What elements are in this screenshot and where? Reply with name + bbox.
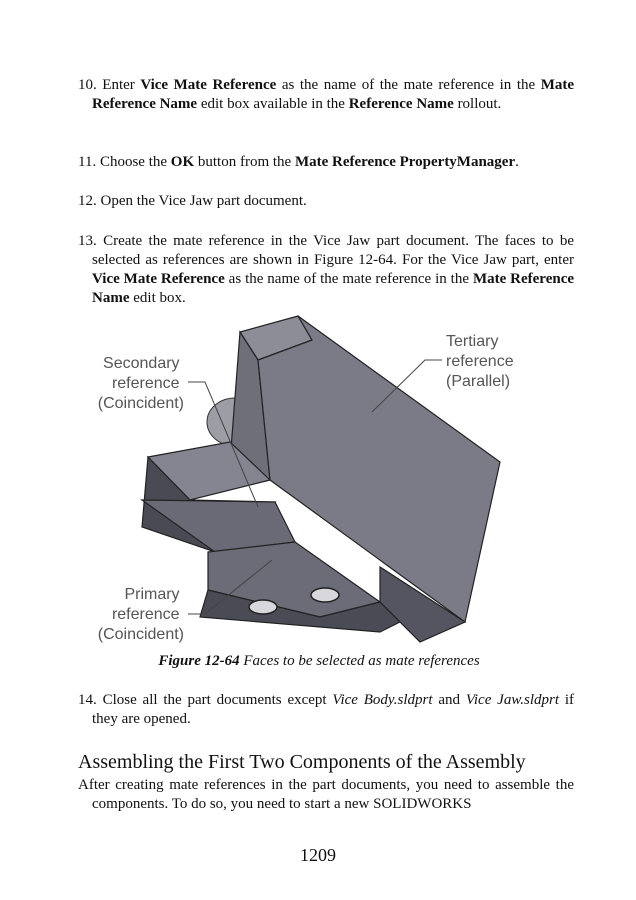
step-text-segment: 10. Enter (78, 77, 141, 93)
label-primary-line2: reference (111, 606, 180, 623)
hole-right (311, 588, 339, 602)
label-tertiary-line3: (Parallel) (446, 373, 511, 390)
figure-caption (78, 653, 560, 670)
step-text-segment: button from the (194, 154, 295, 170)
vice-jaw-figure (80, 312, 560, 652)
step-text-segment: rollout. (453, 96, 502, 112)
step-text-segment: edit box available in the (197, 96, 349, 112)
step-text-segment: and (432, 692, 466, 708)
step-text-segment: edit box. (129, 290, 186, 306)
step-text-segment: Vice Body.sldprt (332, 692, 433, 708)
step-text-segment: Vice Mate Reference (92, 271, 225, 287)
step-10 (78, 76, 574, 114)
step-13 (78, 232, 574, 308)
step-text-segment: Vice Mate Reference (140, 77, 277, 93)
step-text-segment: 11. Choose the (78, 154, 171, 170)
label-tertiary-line1: Tertiary (446, 333, 499, 350)
step-text-segment: as the name of the mate reference in the (224, 271, 473, 287)
label-secondary-line2: reference (111, 375, 180, 392)
step-text-segment: 14. Close all the part documents except (78, 692, 333, 708)
step-text-segment: if they are opened. (92, 692, 574, 727)
step-12 (78, 192, 574, 211)
step-text-segment: Mate Reference Name (92, 271, 575, 306)
step-text-segment: . (515, 154, 519, 170)
section-heading: Assembling the First Two Components of the Assembly (78, 751, 526, 773)
step-text-segment: Vice Jaw.sldprt (465, 692, 559, 708)
page-number: 1209 (300, 845, 336, 865)
figure-number: Figure 12-64 (158, 653, 240, 669)
step-text-segment: as the name of the mate reference in the (276, 77, 541, 93)
step-text-segment: Reference Name (348, 96, 454, 112)
step-text-segment: 12. Open the Vice Jaw part document. (78, 193, 307, 209)
label-tertiary (446, 333, 518, 390)
figure-caption-text: Faces to be selected as mate references (239, 653, 480, 669)
step-text-segment: Mate Reference Name (92, 77, 574, 112)
step-text-segment: OK (170, 154, 195, 170)
hole-left (249, 600, 277, 614)
label-primary (98, 586, 184, 643)
label-tertiary-line2: reference (446, 353, 514, 370)
label-secondary (98, 355, 184, 412)
step-text-segment: Mate Reference PropertyManager (294, 154, 516, 170)
body-paragraph: After creating mate references in the part documents, you need to assemble the components. To do so, you need to start a new SOLIDWORKS (78, 777, 574, 812)
label-secondary-line3: (Coincident) (97, 395, 184, 412)
step-11 (78, 153, 574, 172)
step-14 (78, 691, 574, 729)
label-primary-line3: (Coincident) (97, 626, 184, 643)
label-primary-line1: Primary (124, 586, 180, 603)
label-secondary-line1: Secondary (103, 355, 180, 372)
step-text-segment: 13. Create the mate reference in the Vice Jaw part document. The faces to be selected as references are shown in Figure 12-64. For the Vice Jaw part, enter (78, 233, 574, 268)
